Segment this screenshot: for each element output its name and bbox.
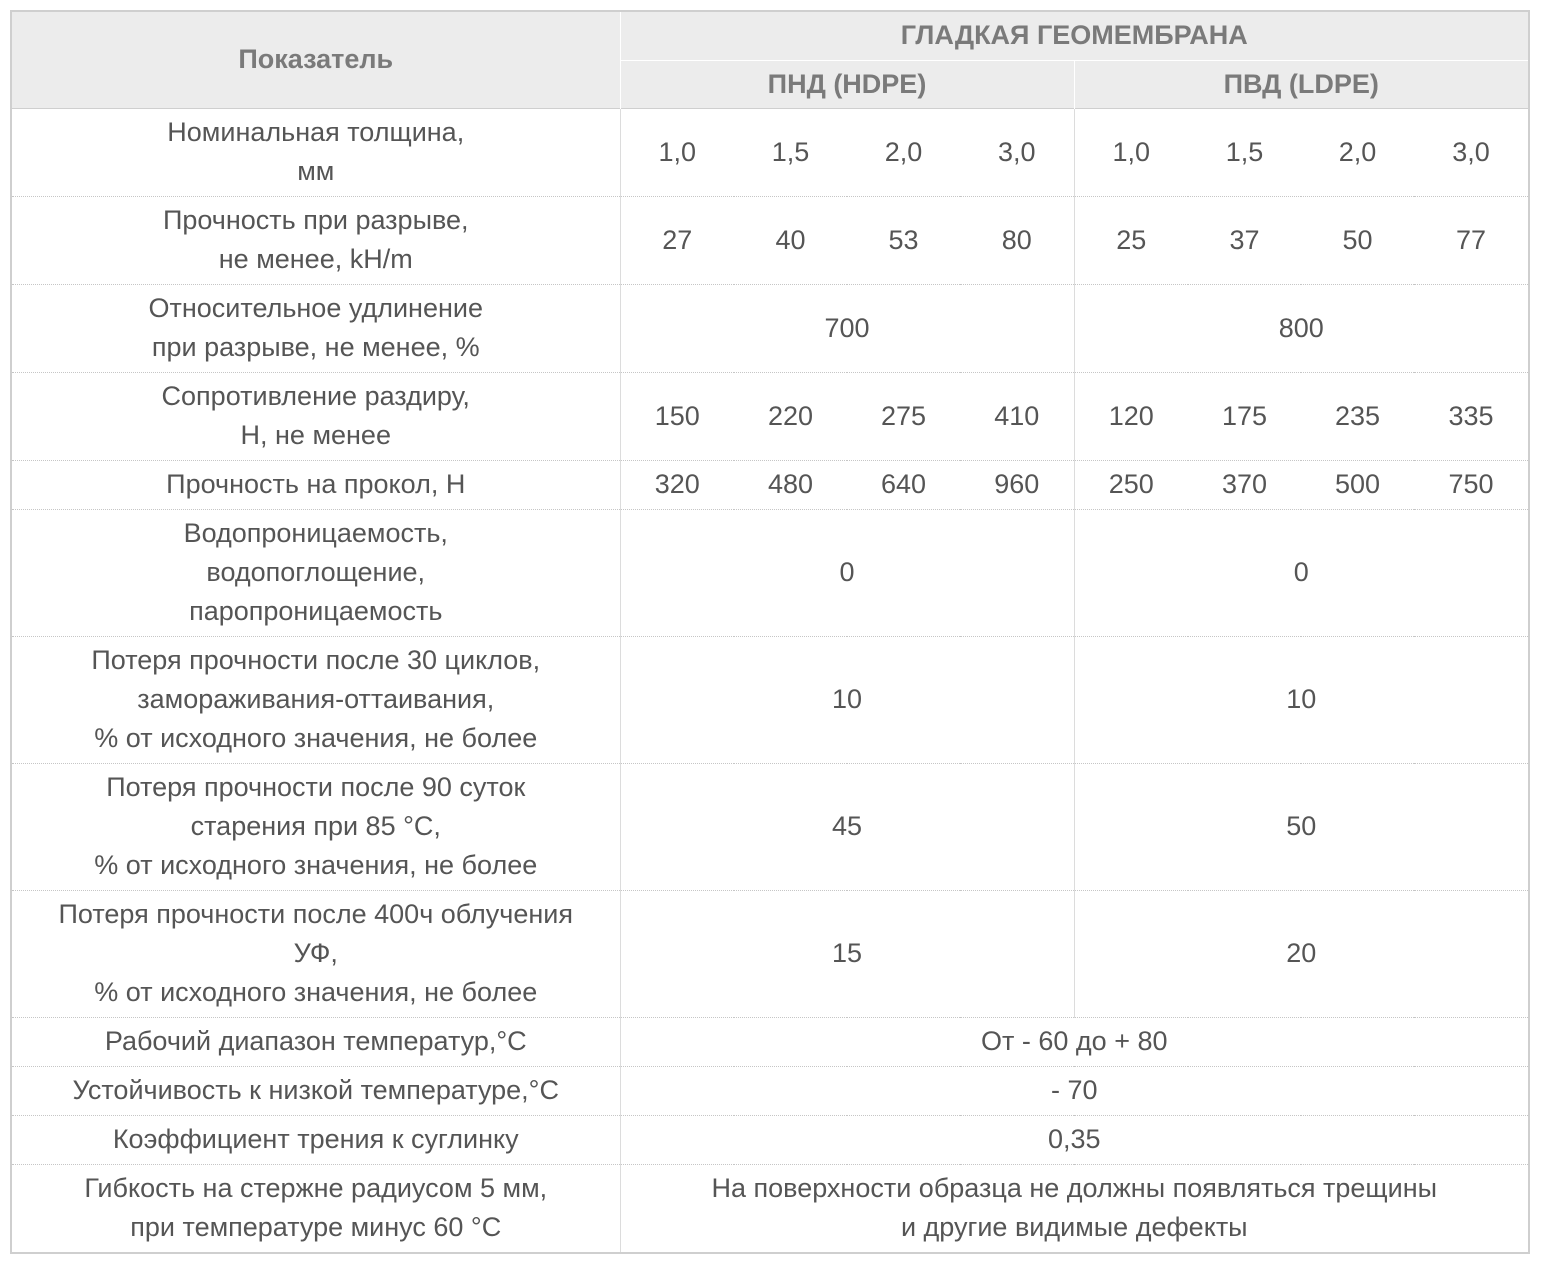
row-label — [12, 763, 620, 890]
merged-value-cell — [620, 1115, 1528, 1164]
row-label — [12, 1115, 620, 1164]
row-label-line: Прочность на прокол, Н — [166, 469, 466, 499]
merged-value-line: На поверхности образца не должны появляться трещины — [711, 1173, 1438, 1204]
ldpe-merged-cell: 20 — [1074, 890, 1528, 1017]
merged-value-line: 0,35 — [1047, 1124, 1101, 1154]
hdpe-value-cell: 80 — [1001, 224, 1032, 255]
row-label — [12, 108, 620, 196]
row-label-line: % от исходного значения, не более — [94, 723, 538, 753]
row-label-line: Прочность при разрыве, — [162, 205, 469, 235]
ldpe-value-cell: 500 — [1334, 469, 1381, 499]
hdpe-merged-cell: 700 — [620, 284, 1074, 372]
hdpe-value-cell: 40 — [775, 224, 806, 255]
merged-value-cell — [620, 1066, 1528, 1115]
row-label-line: Потеря прочности после 400ч облучения — [58, 899, 573, 929]
row-label — [12, 1066, 620, 1115]
merged-value-line: От - 60 до + 80 — [981, 1026, 1168, 1056]
spec-table — [12, 12, 1528, 1252]
table-row — [12, 460, 1528, 509]
ldpe-value-cell: 25 — [1074, 196, 1188, 284]
row-label-line: Рабочий диапазон температур,°С — [104, 1026, 527, 1056]
hdpe-value-cell: 480 — [767, 469, 814, 499]
row-label-line: Устойчивость к низкой температуре,°С — [72, 1075, 559, 1105]
row-label — [12, 1017, 620, 1066]
row-label-line: % от исходного значения, не более — [94, 850, 538, 880]
ldpe-value-cell: 250 — [1074, 460, 1188, 509]
merged-value-line: и другие видимые дефекты — [900, 1212, 1248, 1243]
row-label-line: старения при 85 °С, — [190, 811, 441, 841]
hdpe-value-cell: 1,5 — [771, 136, 810, 167]
hdpe-value-cell: 220 — [767, 400, 814, 431]
row-label-line: Потеря прочности после 30 циклов, — [91, 645, 541, 675]
spec-table-frame — [10, 10, 1530, 1254]
row-label-line: Номинальная толщина, — [167, 117, 465, 147]
hdpe-value-cell: 960 — [994, 469, 1040, 499]
hdpe-value-cell: 275 — [880, 400, 927, 431]
row-label-line: водопоглощение, — [206, 557, 426, 587]
hdpe-value-cell: 150 — [620, 372, 734, 460]
ldpe-merged-cell: 50 — [1074, 763, 1528, 890]
row-label-line: паропроницаемость — [189, 596, 443, 626]
row-label — [12, 890, 620, 1017]
merged-value-line: - 70 — [1051, 1075, 1098, 1105]
ldpe-value-cell: 50 — [1342, 224, 1373, 255]
hdpe-merged-cell: 10 — [620, 636, 1074, 763]
ldpe-value-cell: 335 — [1448, 400, 1494, 431]
row-label-line: % от исходного значения, не более — [94, 977, 538, 1007]
table-row — [12, 1164, 1528, 1252]
ldpe-value-cell: 3,0 — [1452, 136, 1490, 167]
row-label-line: мм — [297, 156, 335, 186]
ldpe-value-cell: 370 — [1221, 469, 1268, 499]
ldpe-value-cell: 750 — [1448, 469, 1494, 499]
table-body — [12, 108, 1528, 1252]
hdpe-merged-cell: 45 — [620, 763, 1074, 890]
header-indicator: Показатель — [12, 12, 620, 108]
hdpe-value-cell: 27 — [620, 196, 734, 284]
table-row — [12, 1115, 1528, 1164]
row-label-line: УФ, — [293, 938, 338, 968]
table-row — [12, 372, 1528, 460]
row-label-line: при разрыве, не менее, % — [151, 332, 480, 362]
table-header — [12, 12, 1528, 108]
table-row — [12, 1017, 1528, 1066]
table-row — [12, 763, 1528, 890]
merged-value-cell — [620, 1017, 1528, 1066]
table-row — [12, 636, 1528, 763]
ldpe-value-cell: 235 — [1334, 400, 1381, 431]
ldpe-merged-cell: 800 — [1074, 284, 1528, 372]
hdpe-value-cell: 53 — [888, 224, 919, 255]
ldpe-value-cell: 2,0 — [1338, 136, 1377, 167]
row-label — [12, 509, 620, 636]
row-label — [12, 196, 620, 284]
hdpe-value-cell: 320 — [620, 460, 734, 509]
hdpe-value-cell: 640 — [880, 469, 927, 499]
header-group: ГЛАДКАЯ ГЕОМЕМБРАНА — [620, 12, 1528, 60]
hdpe-value-cell: 1,0 — [620, 108, 734, 196]
header-ldpe: ПВД (LDPE) — [1074, 60, 1528, 108]
table-row — [12, 284, 1528, 372]
table-row — [12, 1066, 1528, 1115]
hdpe-value-cell: 2,0 — [884, 136, 923, 167]
hdpe-value-cell: 3,0 — [997, 136, 1036, 167]
hdpe-merged-cell: 15 — [620, 890, 1074, 1017]
ldpe-value-cell: 37 — [1229, 224, 1260, 255]
row-label — [12, 1164, 620, 1252]
row-label-line: Гибкость на стержне радиусом 5 мм, — [84, 1173, 548, 1204]
row-label — [12, 636, 620, 763]
table-row — [12, 196, 1528, 284]
table-row — [12, 890, 1528, 1017]
ldpe-value-cell: 175 — [1221, 400, 1268, 431]
table-row — [12, 509, 1528, 636]
header-hdpe: ПНД (HDPE) — [620, 60, 1074, 108]
ldpe-merged-cell: 0 — [1074, 509, 1528, 636]
row-label-line: Относительное удлинение — [148, 293, 483, 323]
ldpe-value-cell: 120 — [1074, 372, 1188, 460]
row-label-line: Потеря прочности после 90 суток — [106, 772, 526, 802]
merged-value-cell — [620, 1164, 1528, 1252]
row-label-line: не менее, kH/m — [218, 244, 413, 274]
hdpe-merged-cell: 0 — [620, 509, 1074, 636]
row-label-line: Коэффициент трения к суглинку — [112, 1124, 519, 1154]
row-label — [12, 284, 620, 372]
ldpe-value-cell: 77 — [1456, 224, 1487, 255]
row-label — [12, 460, 620, 509]
row-label — [12, 372, 620, 460]
table-row — [12, 108, 1528, 196]
ldpe-value-cell: 1,5 — [1225, 136, 1264, 167]
ldpe-merged-cell: 10 — [1074, 636, 1528, 763]
ldpe-value-cell: 1,0 — [1074, 108, 1188, 196]
row-label-line: замораживания-оттаивания, — [137, 684, 495, 714]
hdpe-value-cell: 410 — [994, 400, 1040, 431]
row-label-line: Н, не менее — [240, 420, 391, 450]
row-label-line: Водопроницаемость, — [183, 518, 448, 548]
row-label-line: Сопротивление раздиру, — [161, 381, 470, 411]
row-label-line: при температуре минус 60 °С — [130, 1212, 502, 1243]
